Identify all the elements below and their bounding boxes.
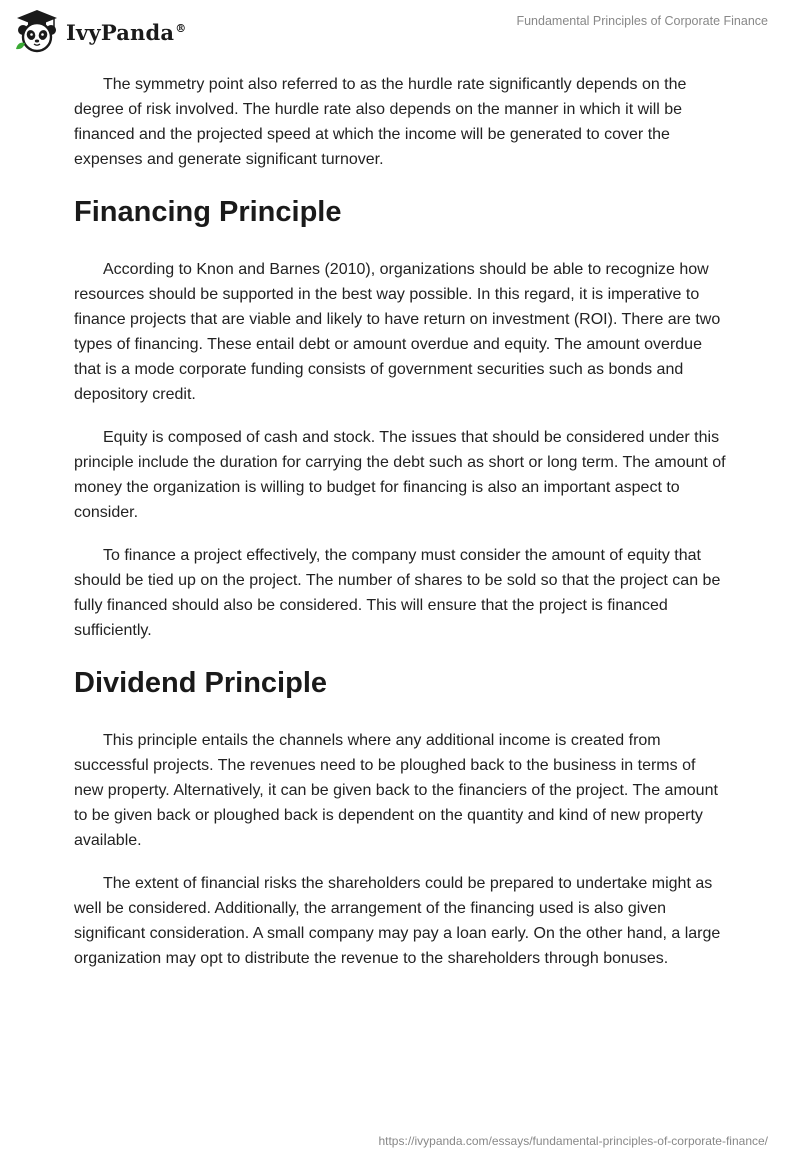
ivypanda-logo[interactable]	[14, 8, 186, 54]
logo-text: IvyPanda®	[66, 19, 187, 45]
paragraph: This principle entails the channels where any additional income is created from successful projects. The revenues need to be ploughed back to the business in terms of new property. Alternatively, it can be given back to the financiers of the project. The amount to be given back or ploughed back is dependent on the quantity and kind of new property available.	[74, 732, 718, 849]
paragraph: Equity is composed of cash and stock. The issues that should be considered under this principle include the duration for carrying the debt such as short or long term. The amount of money the organization is willing to budget for financing is also an important aspect to consider.	[74, 429, 726, 521]
panda-graduate-icon	[14, 8, 60, 54]
page-header	[0, 0, 800, 60]
section-heading-financing: Financing Principle	[74, 196, 342, 228]
paragraph: According to Knon and Barnes (2010), organizations should be able to recognize how resources should be supported in the best way possible. In this regard, it is imperative to finance projects that are viable and likely to have return on investment (ROI). There are two types of financing. These entail debt or amount overdue and equity. The amount overdue that is a mode corporate funding consists of government securities such as bonds and depository credit.	[74, 261, 721, 403]
paragraph: The extent of financial risks the shareholders could be prepared to undertake might as well be considered. Additionally, the arrangement of the financing used is also given significant consideration. A small company may pay a loan early. On the other hand, a large organization may opt to distribute the revenue to the shareholders through bonuses.	[74, 875, 721, 967]
source-url[interactable]: https://ivypanda.com/essays/fundamental-principles-of-corporate-finance/	[378, 1134, 768, 1148]
essay-content	[74, 72, 726, 989]
section-heading-dividend: Dividend Principle	[74, 667, 327, 699]
document-title: Fundamental Principles of Corporate Finance	[516, 14, 768, 28]
registered-mark: ®	[175, 21, 187, 35]
paragraph: To finance a project effectively, the company must consider the amount of equity that should be tied up on the project. The number of shares to be sold so that the project can be fully financed should also be considered. This will ensure that the project is financed sufficiently.	[74, 547, 721, 639]
intro-paragraph: The symmetry point also referred to as the hurdle rate significantly depends on the degree of risk involved. The hurdle rate also depends on the manner in which it will be financed and the projected speed at which the income will be generated to cover the expenses and generate significant turnover.	[74, 76, 687, 168]
